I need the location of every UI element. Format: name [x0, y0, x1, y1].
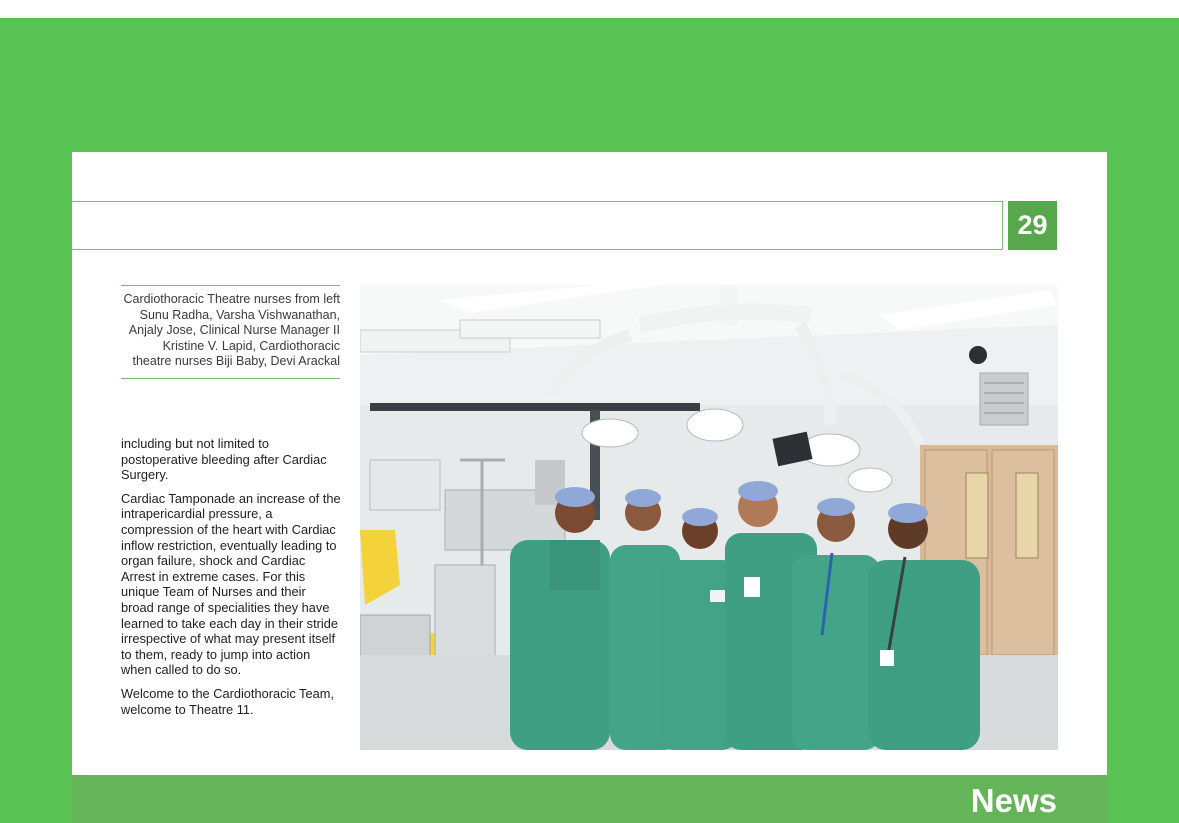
section-label: News [970, 782, 1057, 819]
article-body [121, 436, 341, 725]
page-number: 29 [1008, 201, 1057, 250]
operating-theatre-illustration [360, 285, 1058, 750]
footer-band [72, 775, 1107, 823]
team-photo [360, 285, 1058, 750]
paragraph-3: Welcome to the Cardiothoracic Team, welcome to Theatre 11. [121, 685, 334, 717]
paragraph-2: Cardiac Tamponade an increase of the intrapericardial pressure, a compression of the heart with Cardiac inflow restriction, eventually leading to organ failure, shock and Cardiac Arrest in extreme cases. For this unique Team of Nurses and their broad range of specialities they have learned to take each day in their stride irrespective of what may present itself to them, ready to jump into action when called to do so. [121, 490, 341, 678]
header-rule-box [72, 201, 1003, 250]
paragraph-1: including but not limited to postoperative bleeding after Cardiac Surgery. [121, 436, 327, 483]
top-margin [0, 0, 1179, 18]
photo-caption: Cardiothoracic Theatre nurses from left Sunu Radha, Varsha Vishwanathan, Anjaly Jose, Clinical Nurse Manager II Kristine V. Lapid, Cardiothoracic theatre nurses Biji Baby, Devi Arackal [121, 285, 340, 379]
magazine-page [72, 152, 1107, 823]
